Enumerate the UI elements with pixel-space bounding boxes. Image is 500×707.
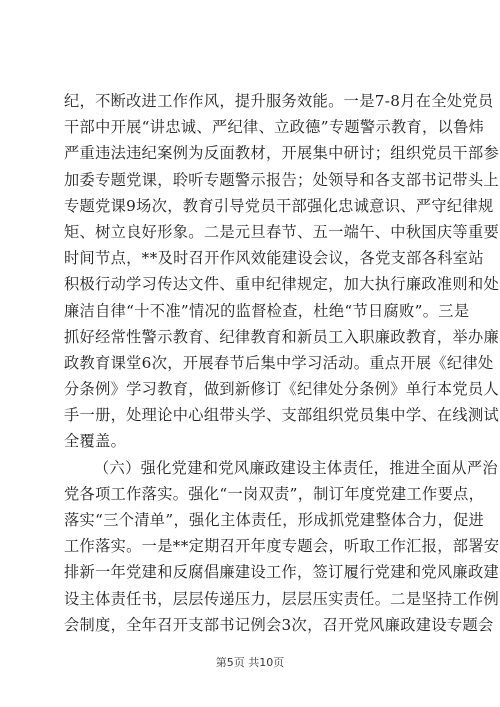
- text-line: 加委专题党课，聆听专题警示报告；处领导和各支部书记带头上: [64, 170, 500, 189]
- text-line: 排新一年党建和反腐倡廉建设工作，签订履行党建和党风廉政建: [64, 563, 500, 582]
- text-line: 全覆盖。: [64, 432, 127, 451]
- text-line: 会制度，全年召开支部书记例会3次，召开党风廉政建设专题会: [64, 615, 494, 634]
- text-line: 手一册，处理论中心组带头学、支部组织党员集中学、在线测试: [64, 406, 500, 425]
- text-line: 廉洁自律“十不准”情况的监督检查，杜绝“节日腐败”。三是: [64, 301, 470, 320]
- text-line: 政教育课堂6次，开展春节后集中学习活动。重点开展《纪律处: [64, 353, 494, 372]
- text-line: 抓好经常性警示教育、纪律教育和新员工入职廉政教育，举办廉: [64, 327, 500, 346]
- text-line: 纪，不断改进工作作风，提升服务效能。一是7-8月在全处党员: [64, 92, 494, 110]
- document-body: [64, 88, 500, 638]
- text-line: 党各项工作落实。强化“一岗双责”，制订年度党建工作要点，: [64, 484, 485, 503]
- text-line: 落实“三个清单”，强化主体责任，形成抓党建整体合力，促进: [64, 511, 485, 529]
- text-line: 分条例》学习教育，做到新修订《纪律处分条例》单行本党员人: [64, 380, 500, 399]
- text-line: 时间节点，**及时召开作风效能建设会议，各党支部各科室站: [64, 249, 484, 268]
- section-heading-line: （六）强化党建和党风廉政建设主体责任，推进全面从严治: [94, 458, 498, 477]
- text-line: 矩、树立良好形象。二是元旦春节、五一端午、中秋国庆等重要: [64, 222, 500, 241]
- text-line: 工作落实。一是**定期召开年度专题会，听取工作汇报，部署安: [64, 537, 500, 556]
- text-line: 干部中开展“讲忠诚、严纪律、立政德”专题警示教育，以鲁炜: [64, 118, 485, 137]
- text-line: 专题党课9场次，教育引导党员干部强化忠诚意识、严守纪律规: [64, 196, 494, 215]
- text-line: 严重违法违纪案例为反面教材，开展集中研讨；组织党员干部参: [64, 144, 500, 163]
- page-footer: 第5页 共10页: [215, 656, 285, 669]
- text-line: 积极行动学习传达文件、重申纪律规定，加大执行廉政准则和处: [64, 275, 500, 294]
- text-line: 设主体责任书，层层传递压力，层层压实责任。二是坚持工作例: [64, 589, 500, 608]
